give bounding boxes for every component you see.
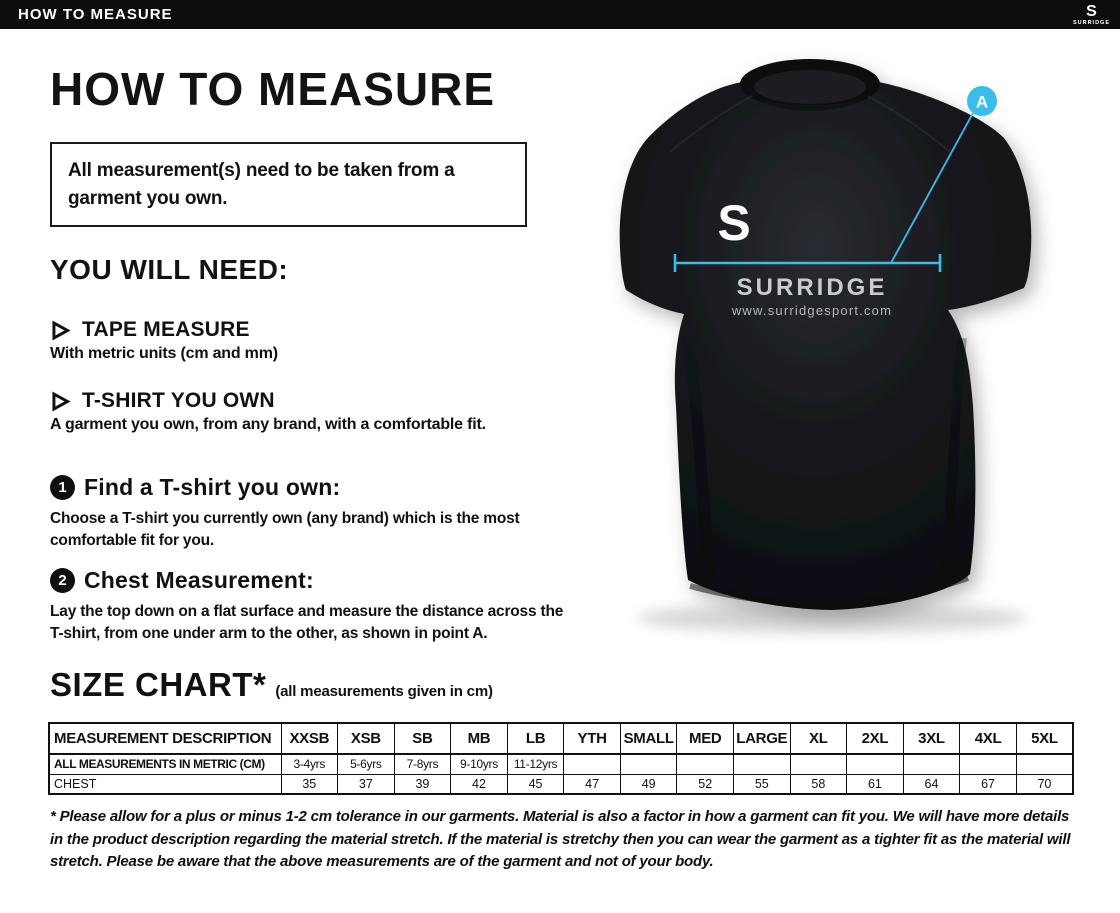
size-chart-cell: 64 — [903, 774, 960, 794]
size-chart-header-cell: 4XL — [960, 723, 1017, 754]
size-chart-cell: 47 — [564, 774, 621, 794]
shirt-website-print: www.surridgesport.com — [731, 303, 893, 318]
size-chart-header-cell: MED — [677, 723, 734, 754]
size-chart-cell: 5-6yrs — [338, 754, 395, 774]
size-chart-cell: 39 — [394, 774, 451, 794]
step-chest-measurement — [50, 567, 595, 644]
size-chart-cell: 35 — [281, 774, 338, 794]
page-title: HOW TO MEASURE — [50, 63, 496, 115]
tolerance-footnote: * Please allow for a plus or minus 1-2 cm tolerance in our garments. Material is also a factor in how a garment can fit you. We will have more details in the product description regarding the material stretch. If the material is stretchy then you can wear the garment as a tighter fit as the material will stretch. Please be aware that the above measurements are of the garment and not of your body. — [50, 808, 1071, 870]
size-chart-cell: 55 — [734, 774, 791, 794]
size-chart-cell: 49 — [620, 774, 677, 794]
need-item-desc: With metric units (cm and mm) — [50, 345, 278, 362]
size-chart-cell — [903, 754, 960, 774]
size-chart-header-cell: LARGE — [734, 723, 791, 754]
need-item-tape-measure — [50, 318, 278, 363]
size-chart — [48, 722, 1074, 795]
size-chart-cell: 70 — [1016, 774, 1073, 794]
size-chart-header-cell: XSB — [338, 723, 395, 754]
tshirt-measurement-illustration — [560, 38, 1120, 668]
surridge-logo-s-icon: S — [1086, 2, 1097, 20]
surridge-logo — [1073, 4, 1120, 27]
step-number-badge: 1 — [50, 475, 75, 500]
size-chart-header-cell: LB — [507, 723, 564, 754]
step-description: Choose a T-shirt you currently own (any brand) which is the most comfortable fit for you. — [50, 510, 520, 549]
size-chart-row — [49, 754, 1073, 774]
collar-inner — [754, 70, 866, 104]
top-bar — [0, 0, 1120, 29]
size-chart-header-cell: 2XL — [847, 723, 904, 754]
size-chart-cell: 45 — [507, 774, 564, 794]
size-chart-cell — [847, 754, 904, 774]
step-title: Find a T-shirt you own: — [84, 474, 341, 500]
notice-box: All measurement(s) need to be taken from a garment you own. — [50, 142, 527, 227]
surridge-logo-wordmark: SURRIDGE — [1072, 19, 1110, 26]
size-chart-header-cell: YTH — [564, 723, 621, 754]
size-chart-cell: 9-10yrs — [451, 754, 508, 774]
size-chart-cell — [1016, 754, 1073, 774]
size-chart-heading-row — [50, 668, 493, 701]
need-item-desc: A garment you own, from any brand, with a comfortable fit. — [50, 416, 486, 433]
step-title: Chest Measurement: — [84, 567, 314, 593]
need-item-title: T-SHIRT YOU OWN — [82, 389, 275, 412]
size-chart-cell: 67 — [960, 774, 1017, 794]
shirt-s-logo-icon: S — [717, 195, 751, 251]
size-chart-cell — [960, 754, 1017, 774]
size-chart-cell: 58 — [790, 774, 847, 794]
point-a-label: A — [975, 92, 989, 112]
size-chart-cell — [790, 754, 847, 774]
triangle-bullet-icon — [50, 320, 71, 341]
size-chart-header-cell: SB — [394, 723, 451, 754]
size-chart-header-cell: SMALL — [620, 723, 677, 754]
step-number-badge: 2 — [50, 568, 75, 593]
size-chart-cell: 52 — [677, 774, 734, 794]
size-chart-cell: 61 — [847, 774, 904, 794]
size-chart-cell — [734, 754, 791, 774]
size-chart-header-cell: MEASUREMENT DESCRIPTION — [49, 723, 281, 754]
size-chart-header-cell: MB — [451, 723, 508, 754]
size-chart-note: (all measurements given in cm) — [275, 683, 493, 700]
step-description: Lay the top down on a flat surface and measure the distance across the T-shirt, from one under arm to the other, as shown in point A. — [50, 603, 564, 642]
size-chart-cell: 11-12yrs — [507, 754, 564, 774]
size-chart-cell: CHEST — [49, 774, 281, 794]
shirt-brand-print: SURRIDGE — [736, 274, 888, 301]
need-item-title: TAPE MEASURE — [82, 318, 250, 341]
tshirt-graphic — [620, 59, 1032, 610]
size-chart-row — [49, 774, 1073, 794]
size-chart-cell — [564, 754, 621, 774]
top-bar-title: HOW TO MEASURE — [18, 6, 173, 23]
size-chart-cell: ALL MEASUREMENTS IN METRIC (CM) — [49, 754, 281, 774]
size-chart-header-cell: 3XL — [903, 723, 960, 754]
triangle-bullet-icon — [50, 391, 71, 412]
size-chart-cell: 37 — [338, 774, 395, 794]
size-chart-cell: 7-8yrs — [394, 754, 451, 774]
size-chart-header-cell: XL — [790, 723, 847, 754]
size-chart-header-cell: 5XL — [1016, 723, 1073, 754]
size-chart-header-cell: XXSB — [281, 723, 338, 754]
size-chart-cell — [620, 754, 677, 774]
size-chart-cell: 3-4yrs — [281, 754, 338, 774]
you-will-need-heading: YOU WILL NEED: — [50, 254, 289, 285]
tshirt-body — [620, 75, 1032, 610]
size-chart-cell — [677, 754, 734, 774]
size-chart-cell: 42 — [451, 774, 508, 794]
size-chart-table — [48, 722, 1074, 795]
size-chart-heading: SIZE CHART* — [50, 666, 267, 703]
size-chart-header-row — [49, 723, 1073, 754]
step-find-tshirt — [50, 474, 595, 551]
need-item-tshirt — [50, 389, 486, 434]
